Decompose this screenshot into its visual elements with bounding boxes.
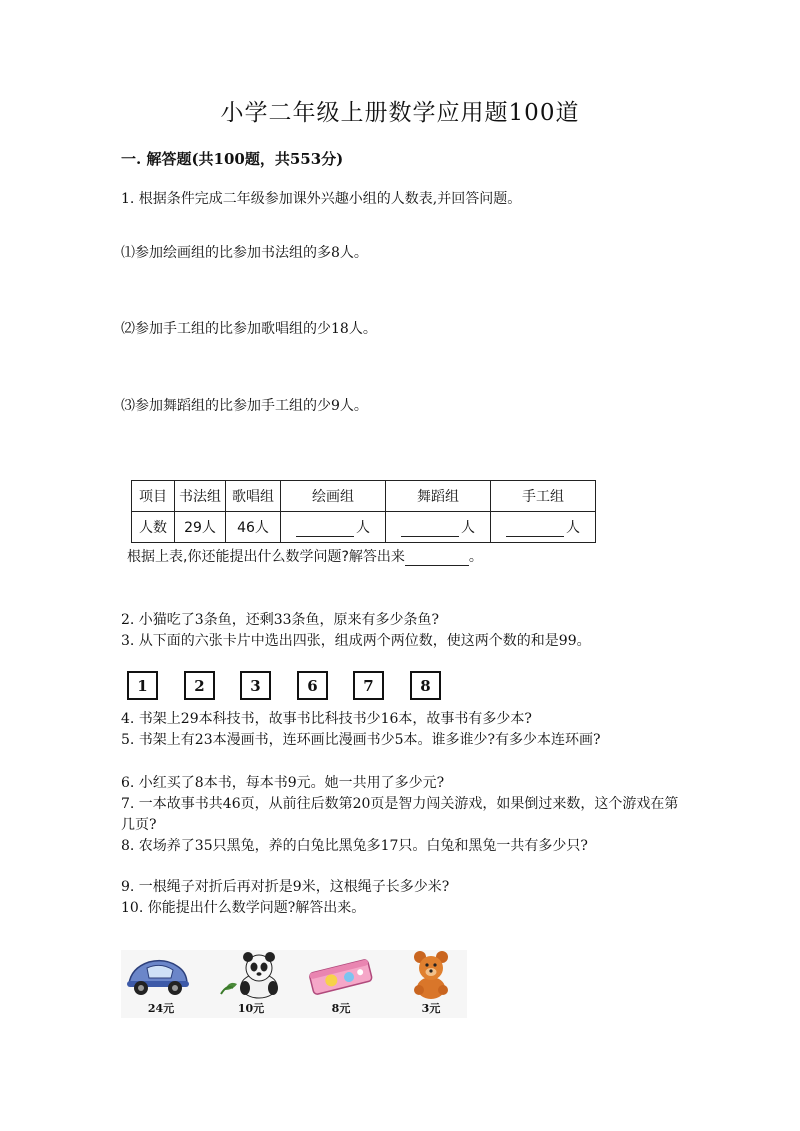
table-header-cell: 歌唱组 xyxy=(226,481,281,512)
panda-item xyxy=(211,950,291,1018)
item-price: 24元 xyxy=(147,1002,175,1015)
table-header-row xyxy=(132,481,596,512)
table-header-cell: 舞蹈组 xyxy=(386,481,491,512)
toy-car-icon xyxy=(121,950,201,1000)
table-follow-up-end: 。 xyxy=(468,549,483,565)
section-heading: 一. 解答题(共100题，共553分) xyxy=(121,150,344,168)
condition-3: ⑶参加舞蹈组的比参加手工组的少9人。 xyxy=(121,398,368,414)
table-follow-up-text: 根据上表,你还能提出什么数学问题?解答出来 xyxy=(127,549,405,565)
teddy-bear-item xyxy=(391,950,471,1018)
question-10: 10. 你能提出什么数学问题?解答出来。 xyxy=(121,900,366,916)
condition-1: ⑴参加绘画组的比参加书法组的多8人。 xyxy=(121,245,368,261)
item-picture-strip xyxy=(121,950,467,1018)
number-card: 8 xyxy=(410,671,441,700)
panda-icon xyxy=(211,950,291,1000)
question-2: 2. 小猫吃了3条鱼，还剩33条鱼，原来有多少条鱼? xyxy=(121,612,440,628)
pencil-case-item xyxy=(301,950,381,1018)
table-blank-cell[interactable] xyxy=(386,512,491,543)
question-6: 6. 小红买了8本书，每本书9元。她一共用了多少元? xyxy=(121,775,445,791)
number-card: 3 xyxy=(240,671,271,700)
question-7: 7. 一本故事书共46页，从前往后数第20页是智力闯关游戏，如果倒过来数，这个游戏在第几页? xyxy=(121,796,679,833)
question-3: 3. 从下面的六张卡片中选出四张，组成两个两位数，使这两个数的和是99。 xyxy=(121,633,591,649)
number-card: 2 xyxy=(184,671,215,700)
item-price: 8元 xyxy=(331,1002,351,1015)
unit-label: 人 xyxy=(461,520,475,536)
table-blank-cell[interactable] xyxy=(491,512,596,543)
answer-blank[interactable] xyxy=(401,522,459,537)
number-card: 6 xyxy=(297,671,328,700)
table-row xyxy=(132,512,596,543)
answer-blank[interactable] xyxy=(296,522,354,537)
question-9: 9. 一根绳子对折后再对折是9米，这根绳子长多少米? xyxy=(121,879,450,895)
question-1: 1. 根据条件完成二年级参加课外兴趣小组的人数表,并回答问题。 xyxy=(121,191,522,207)
table-header-cell: 绘画组 xyxy=(281,481,386,512)
interest-group-table xyxy=(131,480,596,543)
number-card: 1 xyxy=(127,671,158,700)
table-cell: 29人 xyxy=(175,512,226,543)
question-4: 4. 书架上29本科技书，故事书比科技书少16本，故事书有多少本? xyxy=(121,711,532,727)
unit-label: 人 xyxy=(356,520,370,536)
table-header-cell: 书法组 xyxy=(175,481,226,512)
condition-2: ⑵参加手工组的比参加歌唱组的少18人。 xyxy=(121,321,377,337)
table-row-label: 人数 xyxy=(132,512,175,543)
table-cell: 46人 xyxy=(226,512,281,543)
item-price: 3元 xyxy=(421,1002,441,1015)
table-header-cell: 项目 xyxy=(132,481,175,512)
pencil-case-icon xyxy=(301,950,381,1000)
question-8: 8. 农场养了35只黑兔，养的白兔比黑兔多17只。白兔和黑兔一共有多少只? xyxy=(121,838,588,854)
number-card: 7 xyxy=(353,671,384,700)
teddy-bear-icon xyxy=(391,950,471,1000)
answer-blank[interactable] xyxy=(506,522,564,537)
table-blank-cell[interactable] xyxy=(281,512,386,543)
item-price: 10元 xyxy=(237,1002,265,1015)
answer-blank[interactable] xyxy=(405,551,469,566)
table-follow-up xyxy=(127,546,483,566)
question-5: 5. 书架上有23本漫画书，连环画比漫画书少5本。谁多谁少?有多少本连环画? xyxy=(121,732,601,748)
table-header-cell: 手工组 xyxy=(491,481,596,512)
page-title: 小学二年级上册数学应用题100道 xyxy=(220,100,580,126)
toy-car-item xyxy=(121,950,201,1018)
unit-label: 人 xyxy=(566,520,580,536)
